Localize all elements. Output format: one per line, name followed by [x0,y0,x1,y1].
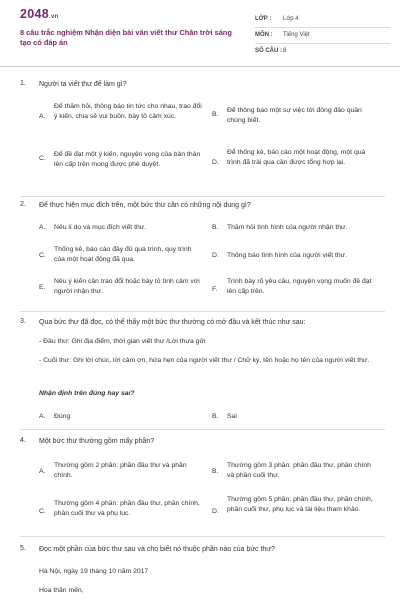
question-2 [20,201,385,311]
option-text: Để thăm hỏi, thông báo tin tức cho nhau, trao đổi ý kiến, chia sẻ vui buồn, bày tỏ cảm xúc. [54,103,202,120]
logo-suffix: .vn [49,14,59,20]
option-text: Thông báo tình hình của người viết thư. [227,252,348,259]
question-text: Qua bức thư đã đọc, có thể thấy một bức thư thường có mở đầu và kết thúc như sau: [39,319,306,326]
option-text: Để đề đạt một ý kiến, nguyện vọng của bản thân lên cấp trên mong được phê duyệt. [54,151,201,168]
divider [20,429,385,430]
option-label: A. [39,224,46,231]
question-text: Người ta viết thư để làm gì? [39,81,127,88]
meta-grade [255,16,390,26]
question-number: 4. [20,437,26,444]
meta-count-key: SỐ CÂU : [255,48,282,54]
option-text: Sai [227,413,237,420]
option-text: Nêu ý kiến cần trao đổi hoặc bày tỏ tình cảm với người nhận thư. [54,278,200,295]
logo-text: 2048 [20,7,50,21]
letter-closing-line: - Cuối thư: Ghi lời chúc, lời cảm ơn, hứa hẹn của người viết thư / Chữ ký, tên hoặc họ tên của người viết thư. [39,357,370,364]
divider [20,536,385,537]
question-text: Để thực hiện mục đích trên, một bức thư cần có những nội dung gì? [39,202,251,209]
option-text: Để thông báo một sự việc tới đông đảo quần chúng biết. [227,107,362,124]
question-4 [20,437,385,532]
option-label: C. [39,252,46,259]
option-text: Trình bày rõ yêu cầu, nguyện vọng muốn đề đạt lên cấp trên. [227,278,372,295]
question-text: Một bức thư thường gồm mấy phần? [39,438,155,445]
option-text: Thường gồm 4 phần: phần đầu thư, phần chính, phần cuối thư và phụ lục. [54,500,200,517]
divider [20,196,385,197]
question-number: 5. [20,545,26,552]
meta-subject-key: MÔN : [255,32,273,38]
question-prompt: Nhận định trên đúng hay sai? [39,390,135,397]
question-1 [20,80,385,190]
option-text: Thường gồm 2 phần: phần đầu thư và phần chính. [54,462,187,479]
meta-count-value: 8 [283,48,287,54]
question-3 [20,318,385,428]
divider [255,27,390,28]
meta-count [255,48,390,58]
option-text: Thăm hỏi tình hình của người nhận thư. [227,224,348,231]
option-label: D. [212,159,219,166]
meta-subject-value: Tiếng Việt [283,32,310,38]
option-text: Thống kê, báo cáo đầy đủ quá trình, quy trình của một hoạt động đã qua. [54,246,192,263]
option-text: Thường gồm 5 phần: phần đầu thư, phần chính, phần cuối thư, phụ lục và tài liệu tham khảo. [227,496,373,513]
divider [20,311,385,312]
question-5 [20,545,385,595]
option-text: Đúng [54,413,71,420]
letter-greeting-line: Hoa thân mến, [39,587,84,594]
option-label: C. [39,155,46,162]
meta-subject [255,32,390,42]
question-number: 1. [20,80,26,87]
option-text: Nêu lí do và mục đích viết thư. [54,224,147,231]
option-label: B. [212,413,219,420]
divider [255,43,390,44]
question-number: 3. [20,318,26,325]
question-number: 2. [20,201,26,208]
option-text: Thường gồm 3 phần: phần đầu thư, phần chính và phần cuối thư. [227,462,371,479]
option-label: B. [212,468,219,475]
header [0,0,400,67]
meta-grade-key: LỚP : [255,16,272,22]
letter-opening-line: - Đầu thư: Ghi địa điểm, thời gian viết thư /Lời thưa gửi [39,338,206,345]
option-label: F. [212,286,218,293]
option-label: A. [39,468,46,475]
site-logo[interactable] [20,7,59,21]
option-label: D. [212,508,219,515]
option-label: A. [39,413,46,420]
option-label: B. [212,224,219,231]
option-text: Để thống kê, báo cáo một hoạt động, một quá trình đã trải qua cần được tổng hợp lại. [227,149,366,166]
letter-date-line: Hà Nội, ngày 19 tháng 10 năm 2017 [39,568,149,575]
option-label: B. [212,111,219,118]
option-label: C. [39,508,46,515]
option-label: D. [212,252,219,259]
quiz-title: 8 câu trắc nghiệm Nhận diện bài văn viết thư Chân trời sáng tạo có đáp án [20,28,232,47]
question-text: Đọc một phần của bức thư sau và cho biết nó thuộc phần nào của bức thư? [39,546,275,553]
option-label: E. [39,284,46,291]
meta-grade-value: Lớp 4 [283,16,299,22]
option-label: A. [39,113,46,120]
